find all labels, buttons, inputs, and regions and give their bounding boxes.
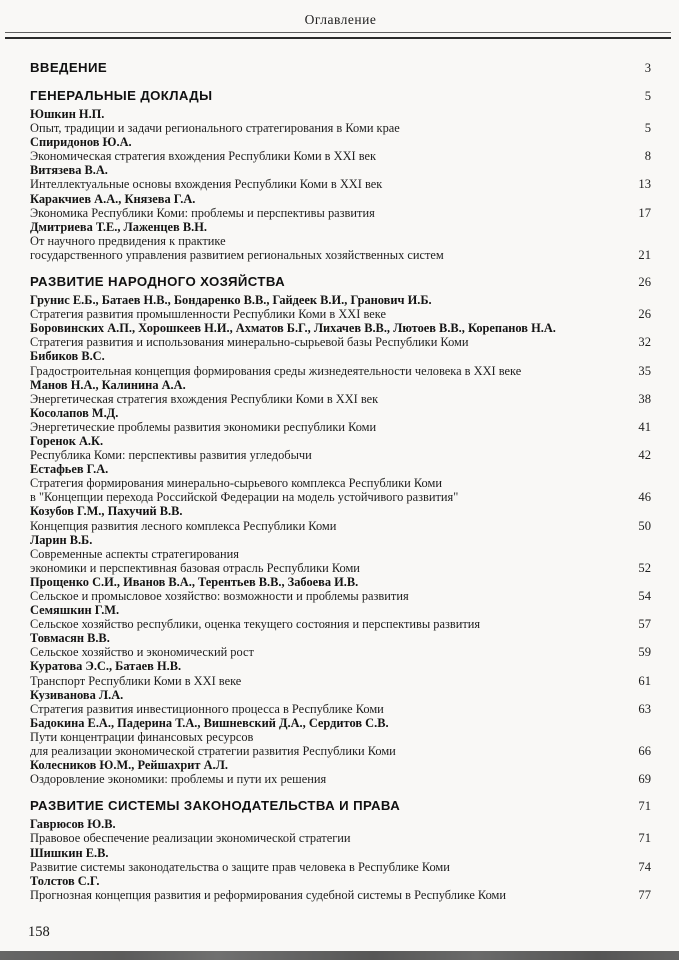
- entry-authors-row: [30, 817, 651, 831]
- entry-title-row: [30, 831, 651, 845]
- entry-title-line: Сельское хозяйство республики, оценка текущего состояния и перспективы развития: [30, 617, 481, 632]
- toc: [30, 60, 651, 902]
- entry-title-row: [30, 177, 651, 191]
- entry-authors-row: [30, 846, 651, 860]
- entry-title-line: для реализации экономической стратегии развития Республики Коми: [30, 744, 396, 759]
- entry-authors-row: [30, 575, 651, 589]
- entry-authors-row: [30, 758, 651, 772]
- entry-title-line: Правовое обеспечение реализации экономической стратегии: [30, 831, 351, 846]
- entry-page-number: 21: [638, 247, 651, 262]
- entry-title-line: Концепция развития лесного комплекса Республики Коми: [30, 518, 337, 533]
- section-heading: ВВЕДЕНИЕ: [30, 60, 108, 75]
- toc-section: [30, 88, 651, 262]
- entry-page-number: 8: [644, 149, 651, 164]
- entry-authors: Горенок А.К.: [30, 433, 104, 448]
- entry-authors: Семяшкин Г.М.: [30, 603, 120, 618]
- scan-edge-artifact: [0, 951, 679, 960]
- entry-title-row: [30, 519, 651, 533]
- entry-authors-row: [30, 293, 651, 307]
- entry-page-number: 38: [638, 391, 651, 406]
- entry-authors-row: [30, 603, 651, 617]
- entry-page-number: 5: [644, 121, 651, 136]
- entry-title-line: Опыт, традиции и задачи регионального стратегирования в Коми крае: [30, 121, 400, 136]
- entry-title-row: [30, 561, 651, 575]
- entry-title-row: [30, 476, 651, 490]
- entry-page-number: 13: [638, 177, 651, 192]
- entry-title-row: [30, 860, 651, 874]
- entry-authors-row: [30, 349, 651, 363]
- section-heading-row: [30, 798, 651, 814]
- entry-page-number: 71: [638, 831, 651, 846]
- entry-authors-row: [30, 716, 651, 730]
- entry-title-line: Энергетическая стратегия вхождения Республики Коми в XXI век: [30, 391, 379, 406]
- entry-authors: Козубов Г.М., Пахучий В.В.: [30, 504, 183, 519]
- entry-authors-row: [30, 378, 651, 392]
- entry-page-number: 59: [638, 645, 651, 660]
- entry-title-line: Сельское хозяйство и экономический рост: [30, 645, 254, 660]
- entry-title-row: [30, 547, 651, 561]
- entry-title-row: [30, 448, 651, 462]
- entry-title-row: [30, 888, 651, 902]
- entry-title-row: [30, 674, 651, 688]
- entry-authors-row: [30, 135, 651, 149]
- entry-title-line: Оздоровление экономики: проблемы и пути их решения: [30, 772, 327, 787]
- entry-authors-row: [30, 406, 651, 420]
- entry-page-number: 69: [638, 772, 651, 787]
- entry-authors-row: [30, 220, 651, 234]
- entry-title-row: [30, 392, 651, 406]
- entry-title-row: [30, 234, 651, 248]
- section-heading-row: [30, 274, 651, 290]
- entry-authors: Боровинских А.П., Хорошкеев Н.И., Ахматов Б.Г., Лихачев В.В., Лютоев В.В., Корепанов Н.А.: [30, 321, 556, 336]
- entry-authors-row: [30, 321, 651, 335]
- entry-authors-row: [30, 533, 651, 547]
- entry-title-line: Пути концентрации финансовых ресурсов: [30, 729, 254, 744]
- entry-authors: Естафьев Г.А.: [30, 462, 109, 477]
- section-heading: ГЕНЕРАЛЬНЫЕ ДОКЛАДЫ: [30, 88, 213, 103]
- section-heading-row: [30, 88, 651, 104]
- entry-page-number: 17: [638, 205, 651, 220]
- entry-authors-row: [30, 107, 651, 121]
- entry-title-line: Энергетические проблемы развития экономики республики Коми: [30, 419, 377, 434]
- entry-title-line: Развитие системы законодательства о защите прав человека в Республике Коми: [30, 859, 450, 874]
- entry-title-line: От научного предвидения к практике: [30, 233, 226, 248]
- entry-page-number: 74: [638, 859, 651, 874]
- entry-page-number: 52: [638, 560, 651, 575]
- entry-page-number: 41: [638, 419, 651, 434]
- entry-page-number: 61: [638, 673, 651, 688]
- entry-authors: Прощенко С.И., Иванов В.А., Терентьев В.В., Забоева И.В.: [30, 574, 359, 589]
- entry-title-line: Экономическая стратегия вхождения Республики Коми в XXI век: [30, 149, 377, 164]
- entry-title-line: Интеллектуальные основы вхождения Республики Коми в XXI век: [30, 177, 383, 192]
- entry-authors: Шишкин Е.В.: [30, 845, 109, 860]
- entry-page-number: 46: [638, 490, 651, 505]
- entry-authors: Толстов С.Г.: [30, 873, 100, 888]
- entry-authors-row: [30, 688, 651, 702]
- entry-authors: Товмасян В.В.: [30, 631, 110, 646]
- entry-page-number: 50: [638, 518, 651, 533]
- entry-page-number: 54: [638, 589, 651, 603]
- entry-page-number: 77: [638, 887, 651, 902]
- section-heading: РАЗВИТИЕ НАРОДНОГО ХОЗЯЙСТВА: [30, 274, 286, 290]
- entry-authors: Кузиванова Л.А.: [30, 687, 124, 702]
- entry-page-number: 57: [638, 617, 651, 632]
- entry-title-line: в "Концепции перехода Российской Федерации на модель устойчивого развития": [30, 490, 459, 505]
- toc-section: [30, 798, 651, 902]
- entry-authors: Грунис Е.Б., Батаев Н.В., Бондаренко В.В., Гайдеек В.И., Гранович И.Б.: [30, 293, 432, 308]
- entry-title-line: государственного управления развитием региональных хозяйственных систем: [30, 247, 444, 262]
- entry-title-line: экономики и перспективная базовая отрасль Республики Коми: [30, 560, 360, 575]
- entry-title-row: [30, 645, 651, 659]
- entry-authors-row: [30, 462, 651, 476]
- entry-title-row: [30, 335, 651, 349]
- entry-title-line: Стратегия формирования минерально-сырьевого комплекса Республики Коми: [30, 476, 442, 491]
- section-heading-row: [30, 60, 651, 76]
- entry-authors: Юшкин Н.П.: [30, 107, 105, 121]
- toc-section: [30, 274, 651, 786]
- section-page-number: 5: [644, 89, 651, 103]
- entry-authors-row: [30, 192, 651, 206]
- entry-page-number: 42: [638, 448, 651, 463]
- entry-title-row: [30, 307, 651, 321]
- entry-title-line: Градостроительная концепция формирования среды жизнедеятельности человека в XXI веке: [30, 363, 522, 378]
- header-double-rule: [5, 32, 671, 39]
- entry-authors-row: [30, 659, 651, 673]
- entry-title-line: Сельское и промысловое хозяйство: возможности и проблемы развития: [30, 589, 409, 603]
- entry-title-row: [30, 490, 651, 504]
- folio-page-number: 158: [28, 924, 50, 940]
- entry-title-line: Республика Коми: перспективы развития угледобычи: [30, 448, 312, 463]
- toc-section: [30, 60, 651, 76]
- entry-page-number: 32: [638, 335, 651, 350]
- entry-authors: Бибиков В.С.: [30, 349, 105, 364]
- entry-title-row: [30, 744, 651, 758]
- entry-title-row: [30, 206, 651, 220]
- section-page-number: 26: [638, 275, 651, 290]
- entry-authors: Гаврюсов Ю.В.: [30, 817, 116, 832]
- entry-title-row: [30, 149, 651, 163]
- entry-page-number: 26: [638, 307, 651, 322]
- entry-title-row: [30, 730, 651, 744]
- entry-title-line: Стратегия развития промышленности Республики Коми в XXI веке: [30, 307, 386, 322]
- entry-authors: Манов Н.А., Калинина А.А.: [30, 377, 186, 392]
- running-head: Оглавление: [304, 12, 377, 27]
- entry-title-row: [30, 702, 651, 716]
- section-page-number: 71: [638, 799, 651, 814]
- entry-title-line: Стратегия развития инвестиционного процесса в Республике Коми: [30, 701, 384, 716]
- entry-page-number: 63: [638, 701, 651, 716]
- entry-authors: Спиридонов Ю.А.: [30, 135, 132, 150]
- entry-authors: Колесников Ю.М., Рейшахрит А.Л.: [30, 758, 228, 773]
- entry-authors-row: [30, 434, 651, 448]
- entry-title-row: [30, 772, 651, 786]
- section-heading: РАЗВИТИЕ СИСТЕМЫ ЗАКОНОДАТЕЛЬСТВА И ПРАВА: [30, 798, 401, 814]
- entry-title-line: Стратегия развития и использования минерально-сырьевой базы Республики Коми: [30, 335, 469, 350]
- section-page-number: 3: [644, 61, 651, 75]
- entry-authors-row: [30, 163, 651, 177]
- entry-page-number: 35: [638, 363, 651, 378]
- entry-page-number: 66: [638, 744, 651, 759]
- entry-authors: Каракчиев А.А., Князева Г.А.: [30, 191, 196, 206]
- entry-authors-row: [30, 631, 651, 645]
- entry-authors: Бадокина Е.А., Падерина Т.А., Вишневский Д.А., Сердитов С.В.: [30, 715, 389, 730]
- entry-authors: Куратова Э.С., Батаев Н.В.: [30, 659, 182, 674]
- entry-title-row: [30, 248, 651, 262]
- entry-title-row: [30, 617, 651, 631]
- entry-title-row: [30, 121, 651, 135]
- entry-authors: Ларин В.Б.: [30, 532, 93, 547]
- entry-title-row: [30, 364, 651, 378]
- entry-title-line: Экономика Республики Коми: проблемы и перспективы развития: [30, 205, 375, 220]
- entry-authors-row: [30, 874, 651, 888]
- entry-title-row: [30, 589, 651, 603]
- entry-authors: Косолапов М.Д.: [30, 405, 119, 420]
- entry-title-row: [30, 420, 651, 434]
- entry-authors-row: [30, 504, 651, 518]
- entry-title-line: Прогнозная концепция развития и реформирования судебной системы в Республике Коми: [30, 887, 506, 902]
- entry-title-line: Транспорт Республики Коми в XXI веке: [30, 673, 242, 688]
- entry-authors: Дмитриева Т.Е., Лаженцев В.Н.: [30, 219, 207, 234]
- entry-authors: Витязева В.А.: [30, 163, 108, 178]
- entry-title-line: Современные аспекты стратегирования: [30, 546, 239, 561]
